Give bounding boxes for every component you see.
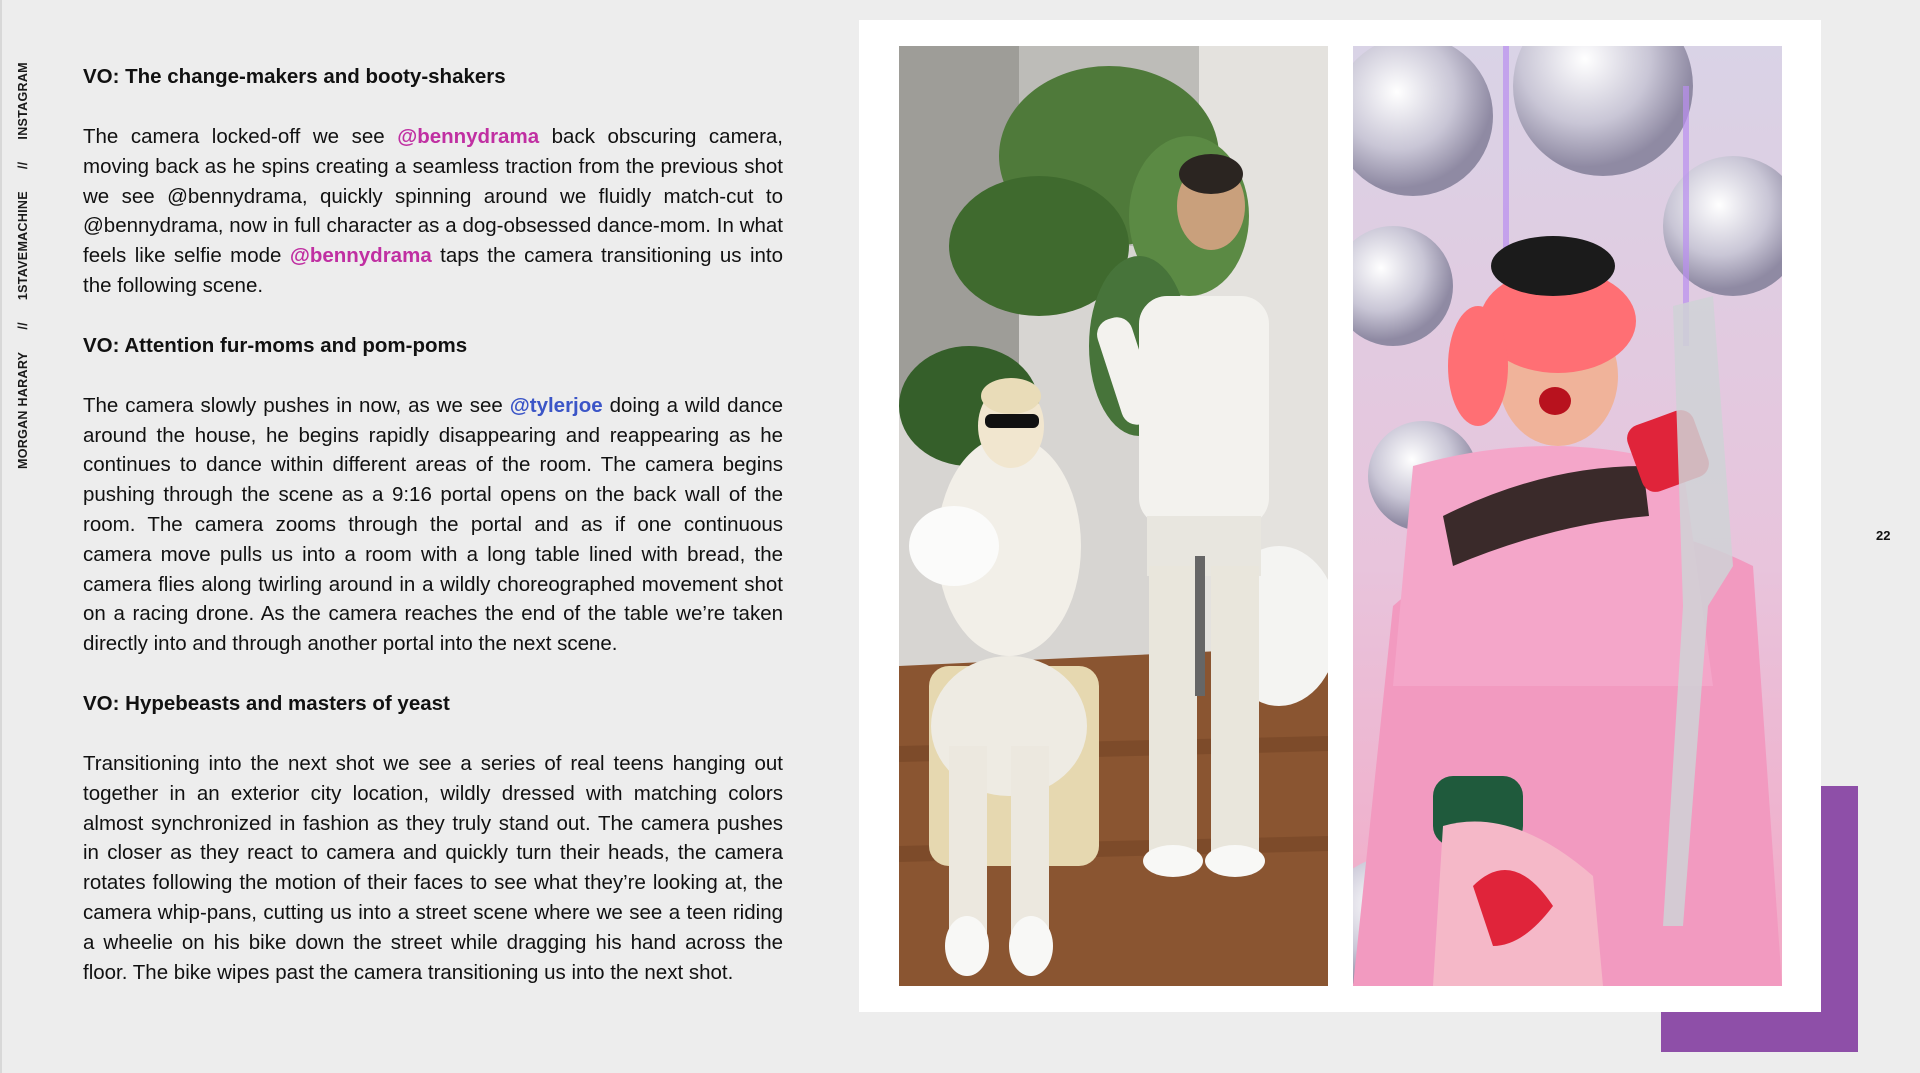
mention-link[interactable]: @tylerjoe [509, 393, 603, 417]
section-body [83, 391, 783, 659]
sidebar-credits-text [14, 62, 32, 469]
body-text: back obscuring camera, moving back as he spins creating a seamless traction from the previous shot we see @bennydrama, quickly spinning around we fluidly match-cut to @bennydrama, now in full character as a dog-obsessed dance-mom. In what feels like selfie mode [83, 125, 783, 268]
body-text: doing a wild dance around the house, he begins rapidly disappearing and reappearing as he continues to dance within different areas of the room. The camera begins pushing through the scene as a 9:16 portal opens on the back wall of the room. The camera zooms through the portal and as if one continuous camera move pulls us into a room with a long table lined with bread, the camera flies along twirling around in a wildly choreographed movement shot on a racing drone. As the camera reaches the end of the table we’re taken directly into and through another portal into the next scene. [83, 393, 784, 656]
sidebar-item-platform: INSTAGRAM [16, 62, 30, 140]
script-text-column [83, 62, 783, 987]
body-text: The camera locked-off we see [83, 125, 398, 148]
section-heading: VO: Attention fur-moms and pom-poms [83, 333, 468, 357]
mention-link[interactable]: @bennydrama [289, 244, 432, 268]
mention-link[interactable]: @bennydrama [397, 125, 540, 148]
photo-living-room-illustration [899, 46, 1328, 986]
sidebar-item-name: MORGAN HARARY [16, 351, 30, 469]
section-body [83, 749, 783, 987]
section-body [83, 122, 783, 301]
body-text: The camera slowly pushes in now, as we see [83, 393, 510, 417]
body-text: Transitioning into the next shot we see a series of real teens hanging out together in an exterior city location, wildly dressed with matching colors almost synchronized in fashion as they truly stand out. The camera pushes in closer as they react to camera and quickly turn their heads, the camera rotates following the motion of their faces to see what they’re looking at, the camera whip-pans, cutting us into a street scene where we see a teen riding a wheelie on his bike down the street while dragging his hand across the floor. The bike wipes past the camera transitioning us into the next shot. [83, 751, 783, 984]
body-text: taps the camera transitioning us into the following scene. [83, 244, 783, 297]
photo-pink-character-illustration [1353, 46, 1782, 986]
photo-frame [859, 20, 1821, 1012]
section-heading: VO: Hypebeasts and masters of yeast [83, 691, 450, 715]
page-left-rule [0, 0, 2, 1073]
page-number: 22 [1876, 528, 1891, 543]
sidebar-item-company: 1STAVEMACHINE [16, 191, 30, 301]
sidebar-separator: // [16, 161, 30, 170]
photo-pink-character [1353, 46, 1782, 986]
photo-living-room-duo [899, 46, 1328, 986]
sidebar-credits [14, 24, 32, 474]
section-heading: VO: The change-makers and booty-shakers [83, 65, 506, 88]
sidebar-separator: // [16, 322, 30, 330]
